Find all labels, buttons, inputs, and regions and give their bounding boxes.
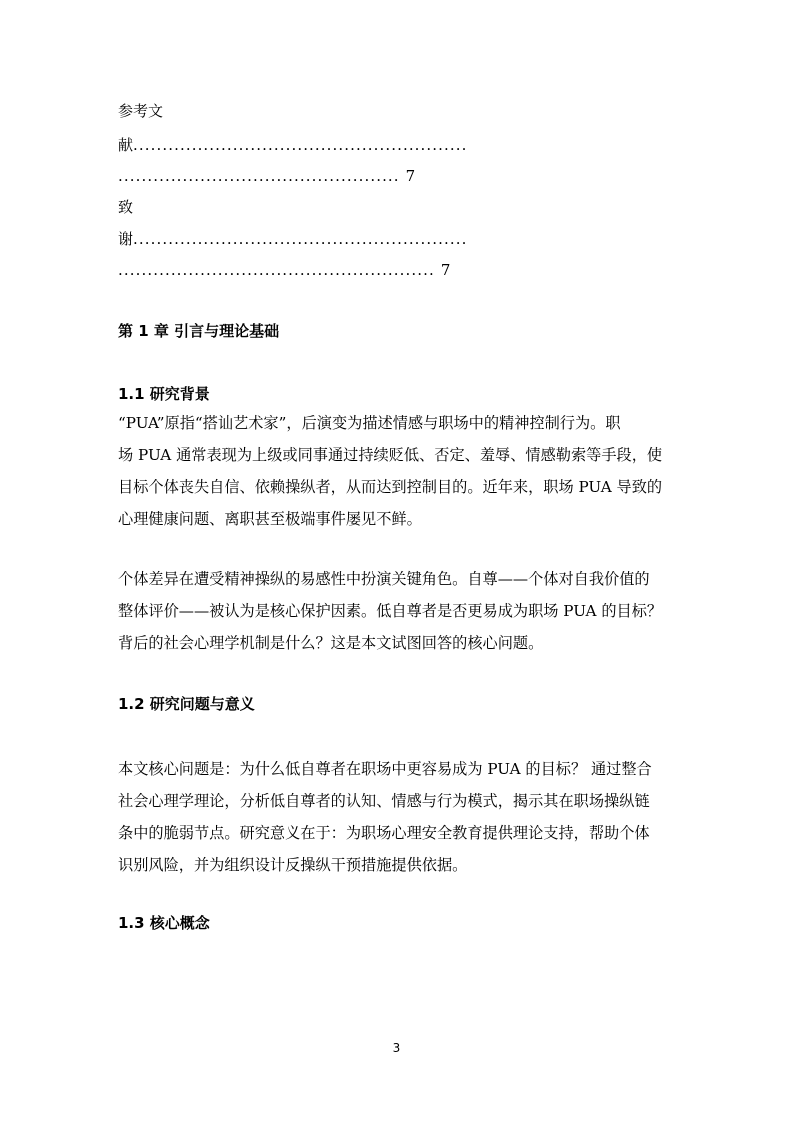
toc-references-line[interactable] bbox=[118, 135, 468, 155]
paragraph-line: 目标个体丧失自信、依赖操纵者，从而达到控制目的。近年来，职场 PUA 导致的 bbox=[118, 478, 663, 496]
paragraph-line: 条中的脆弱节点。研究意义在于：为职场心理安全教育提供理论支持，帮助个体 bbox=[118, 824, 650, 842]
section-1-1-paragraph-2 bbox=[118, 563, 678, 659]
section-1-2-paragraph-1 bbox=[118, 753, 678, 881]
paragraph-line: 背后的社会心理学机制是什么？这是本文试图回答的核心问题。 bbox=[118, 634, 544, 652]
toc-acknowledgements-title-part2: 谢 bbox=[118, 230, 134, 248]
paragraph-line: 识别风险，并为组织设计反操纵干预措施提供依据。 bbox=[118, 856, 468, 874]
section-1-1-paragraph-1 bbox=[118, 407, 678, 535]
paragraph-line: 整体评价——被认为是核心保护因素。低自尊者是否更易成为职场 PUA 的目标？ bbox=[118, 602, 663, 620]
paragraph-line: 社会心理学理论，分析低自尊者的认知、情感与行为模式，揭示其在职场操纵链 bbox=[118, 792, 650, 810]
section-title-1-2: 1.2 研究问题与意义 bbox=[118, 695, 255, 713]
toc-acknowledgements-leader-dots-2: ...................................................... bbox=[118, 261, 435, 279]
toc-references-leader-dots: ......................................................... bbox=[133, 136, 468, 154]
toc-references-title[interactable] bbox=[118, 101, 163, 121]
footer-page-number: 3 bbox=[392, 1041, 401, 1055]
toc-acknowledgements-line-2[interactable] bbox=[118, 260, 450, 280]
toc-references-page-number: 7 bbox=[405, 167, 416, 185]
toc-references-leader-dots-2: ................................................ bbox=[118, 167, 400, 185]
section-title-1-3: 1.3 核心概念 bbox=[118, 914, 210, 932]
toc-references-title-part1: 参考文 bbox=[118, 102, 164, 120]
paragraph-line: 本文核心问题是：为什么低自尊者在职场中更容易成为 PUA 的目标？ 通过整合 bbox=[118, 760, 652, 778]
toc-acknowledgements-title[interactable] bbox=[118, 197, 133, 217]
toc-references-title-part2: 献 bbox=[118, 136, 134, 154]
toc-acknowledgements-line[interactable] bbox=[118, 229, 468, 249]
toc-acknowledgements-leader-dots: ......................................................... bbox=[133, 230, 468, 248]
paragraph-line: “PUA”原指“搭讪艺术家”，后演变为描述情感与职场中的精神控制行为。职 bbox=[118, 414, 621, 432]
paragraph-line: 个体差异在遭受精神操纵的易感性中扮演关键角色。自尊——个体对自我价值的 bbox=[118, 570, 650, 588]
paragraph-line: 心理健康问题、离职甚至极端事件屡见不鲜。 bbox=[118, 510, 422, 528]
paragraph-line: 场 PUA 通常表现为上级或同事通过持续贬低、否定、羞辱、情感勒索等手段，使 bbox=[118, 446, 663, 464]
toc-references-line-2[interactable] bbox=[118, 166, 415, 186]
toc-acknowledgements-title-part1: 致 bbox=[118, 198, 134, 216]
toc-acknowledgements-page-number: 7 bbox=[440, 261, 451, 279]
section-title-1-1: 1.1 研究背景 bbox=[118, 385, 210, 403]
chapter-title: 第 1 章 引言与理论基础 bbox=[118, 322, 280, 340]
